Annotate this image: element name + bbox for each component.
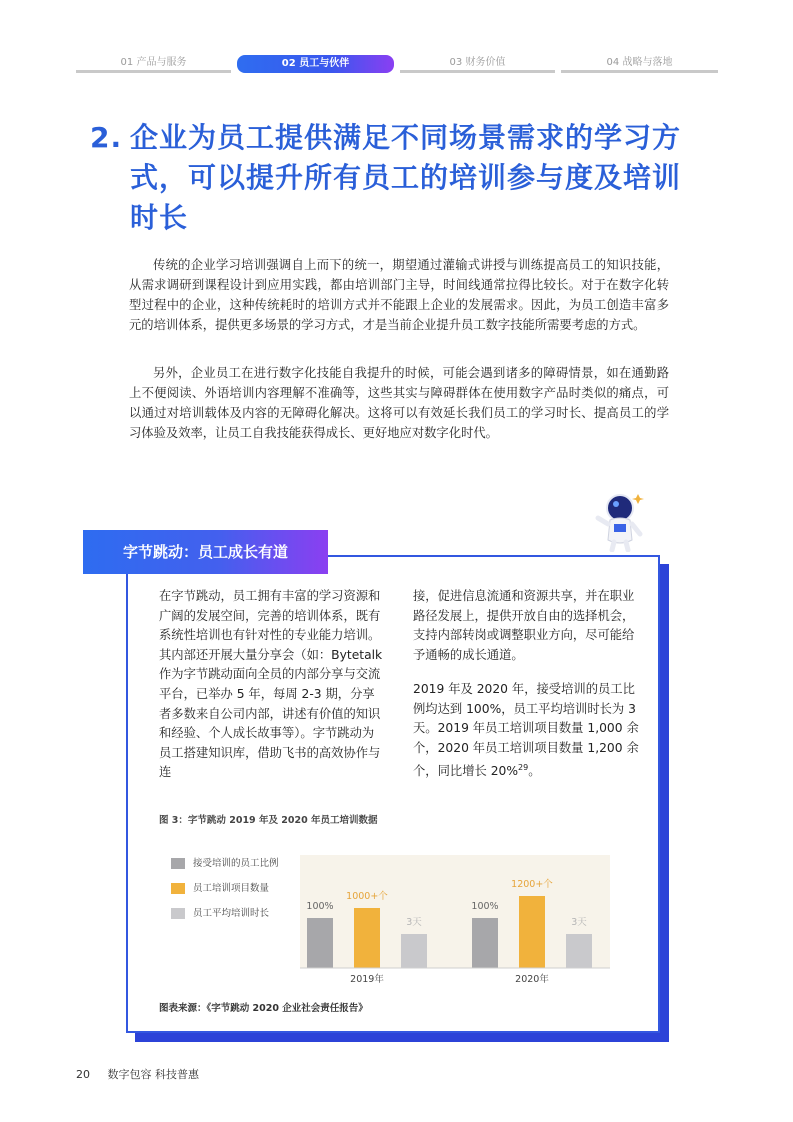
case-stats-body: 2019 年及 2020 年，接受培训的员工比例均达到 100%，员工平均培训时长为 3 天。2019 年员工培训项目数量 1,000 余个，2020 年员工培训项目数量 1,200 余个，同比增长 20% [413,682,639,779]
chart-category-label: 2019年 [350,974,384,985]
training-bar-chart [300,855,610,985]
legend-swatch [171,858,185,869]
astronaut-illustration [592,490,648,552]
case-title-banner: 字节跳动：员工成长有道 [83,530,328,574]
footnote-ref: 29 [518,763,529,773]
case-stats-text [413,680,639,782]
legend-item [171,855,279,869]
chart-data-label: 3天 [406,917,422,928]
legend-label: 接受培训的员工比例 [193,858,279,869]
chart-bar [307,918,333,968]
case-text-right: 接，促进信息流通和资源共享，并在职业路径发展上，提供开放自由的选择机会，支持内部转岗或调整职业方向，尽可能给予通畅的成长通道。 [413,589,635,662]
chart-bar [472,918,498,968]
body-paragraph: 传统的企业学习培训强调自上而下的统一，期望通过灌输式讲授与训练提高员工的知识技能，从需求调研到课程设计到应用实践，都由培训部门主导，时间线通常拉得比较长。对于在数字化转型过程中的企业，这种传统耗时的培训方式并不能跟上企业的发展需求。因此，为员工创造丰富多元的培训体系，提供更多场景的学习方式，才是当前企业提升员工数字技能所需要考虑的方式。 [129,258,669,332]
figure-source: 图表来源：《字节跳动 2020 企业社会责任报告》 [159,1003,368,1014]
tab-strategy[interactable]: 04 战略与落地 [561,55,718,73]
chart-plot-area [300,855,610,968]
chart-data-label: 1200+个 [511,879,553,890]
chart-data-label: 100% [306,901,334,912]
tab-employees[interactable]: 02 员工与伙伴 [237,55,394,73]
chart-data-label: 100% [471,901,499,912]
legend-swatch [171,908,185,919]
case-text-left: 在字节跳动，员工拥有丰富的学习资源和广阔的发展空间，完善的培训体系，既有系统性培训也有针对性的专业能力培训。其内部还开展大量分享会（如：Bytetalk 作为字节跳动面向全员的内部分享与交流平台，已举办 5 年，每周 2-3 期，分享者多数来自公司内部，讲述有价值的知识和经验、个人成长故事等）。字节跳动为员工搭建知识库，借助飞书的高效协作与连 [159,589,383,780]
legend-item [171,880,269,894]
legend-label: 员工平均培训时长 [193,908,270,919]
heading-number: 2. [90,121,123,154]
section-nav [76,55,718,73]
chart-data-label: 1000+个 [346,891,388,902]
legend-item [171,905,269,919]
legend-swatch [171,883,185,894]
chart-bar [401,934,427,968]
body-paragraph: 另外，企业员工在进行数字化技能自我提升的时候，可能会遇到诸多的障碍情景，如在通勤路上不便阅读、外语培训内容理解不准确等，这些其实与障碍群体在使用数字产品时类似的痛点，可以通过对培训载体及内容的无障碍化解决。这将可以有效延长我们员工的学习时长、提高员工的学习体验及效率，让员工自我技能获得成长、更好地应对数字化时代。 [129,366,669,440]
chart-data-label: 3天 [571,917,587,928]
case-stats-end: 。 [528,764,541,779]
figure-title: 图 3：字节跳动 2019 年及 2020 年员工培训数据 [159,815,378,826]
legend-label: 员工培训项目数量 [193,883,270,894]
chart-bar [519,896,545,968]
page-footer [76,1066,199,1082]
tab-finance[interactable]: 03 财务价值 [400,55,555,73]
footer-title: 数字包容 科技普惠 [107,1068,199,1081]
chart-category-label: 2020年 [515,974,549,985]
chart-bar [566,934,592,968]
page-number: 20 [76,1068,90,1081]
chart-bar [354,908,380,968]
tab-products[interactable]: 01 产品与服务 [76,55,231,73]
heading-text: 企业为员工提供满足不同场景需求的学习方式，可以提升所有员工的培训参与度及培训时长 [130,121,682,234]
